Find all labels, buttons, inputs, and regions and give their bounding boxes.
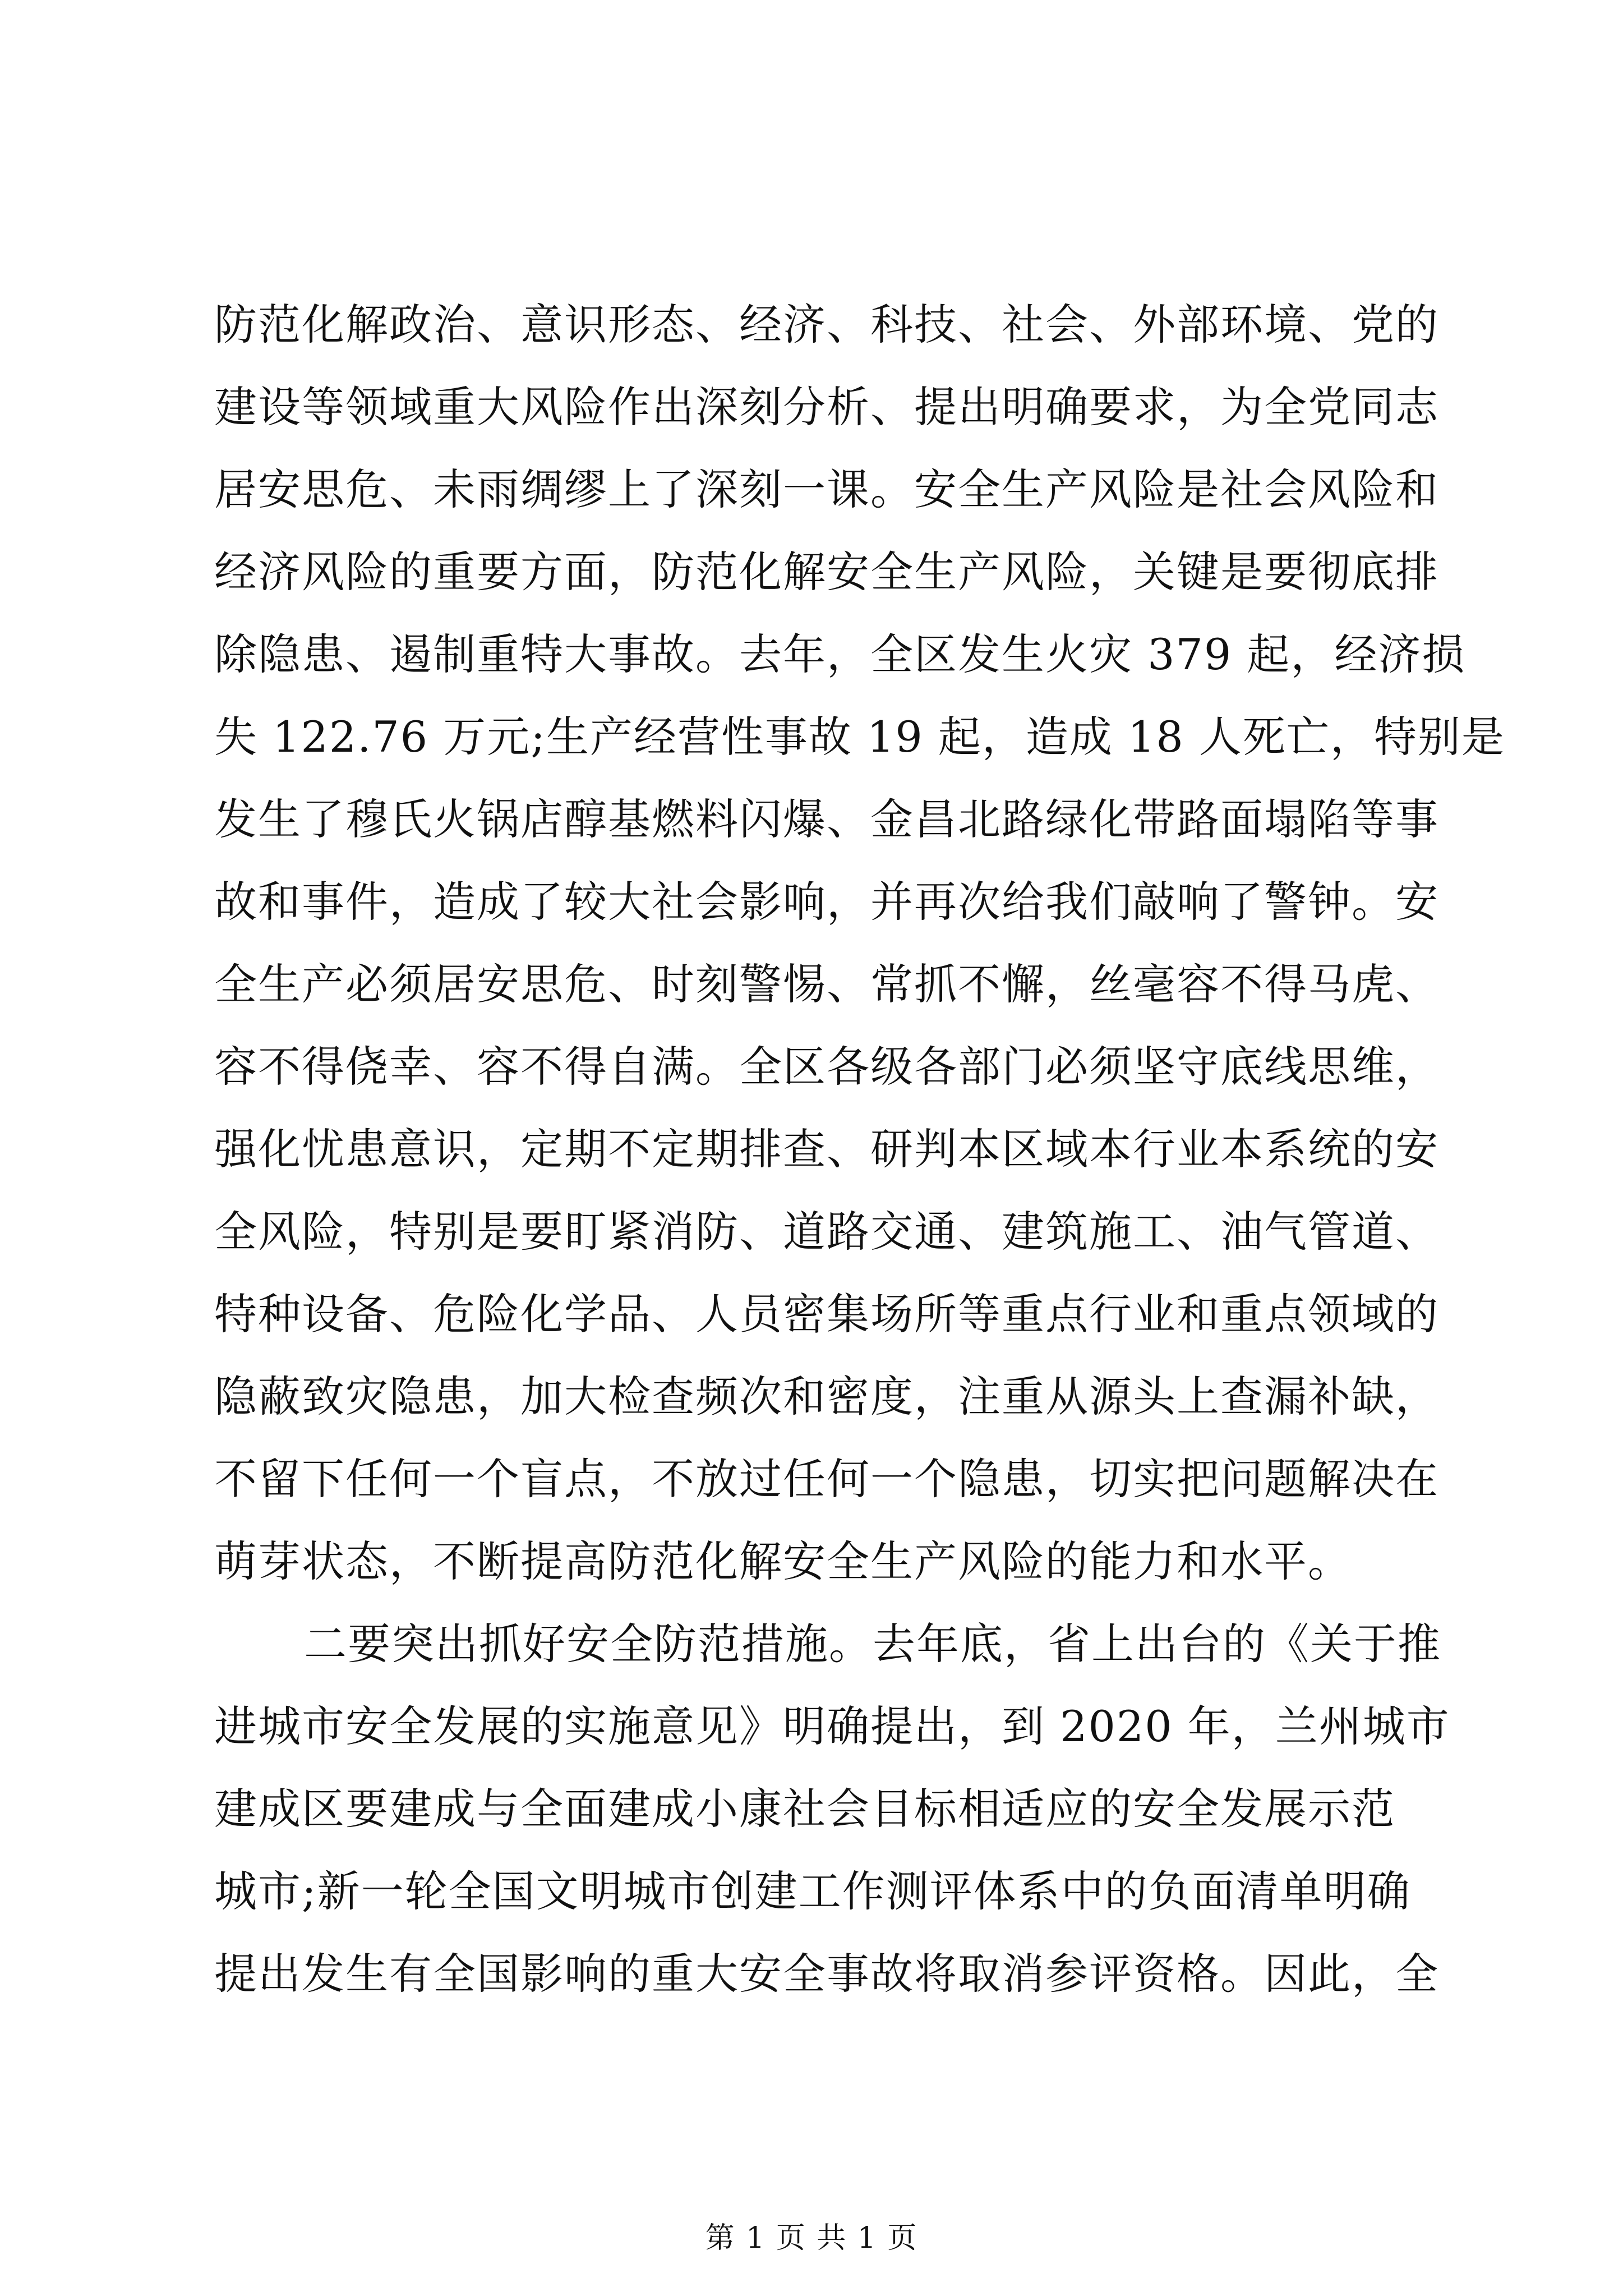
text-line: 容不得侥幸、容不得自满。全区各级各部门必须坚守底线思维，	[214, 1042, 1439, 1092]
body-text	[214, 283, 1505, 2015]
text-line: 提出发生有全国影响的重大安全事故将取消参评资格。因此，全	[214, 1949, 1439, 1999]
text-line: 不留下任何一个盲点，不放过任何一个隐患，切实把问题解决在	[214, 1454, 1439, 1504]
text-line: 城市;新一轮全国文明城市创建工作测评体系中的负面清单明确	[214, 1866, 1411, 1916]
text-line: 经济风险的重要方面，防范化解安全生产风险，关键是要彻底排	[214, 547, 1439, 597]
text-line: 全风险，特别是要盯紧消防、道路交通、建筑施工、油气管道、	[214, 1207, 1439, 1257]
text-line: 全生产必须居安思危、时刻警惕、常抓不懈，丝毫容不得马虎、	[214, 959, 1439, 1009]
text-line: 失 122.76 万元;生产经营性事故 19 起，造成 18 人死亡，特别是	[214, 712, 1505, 762]
text-line: 强化忧患意识，定期不定期排查、研判本区域本行业本系统的安	[214, 1124, 1439, 1174]
text-line: 隐蔽致灾隐患，加大检查频次和密度，注重从源头上查漏补缺，	[214, 1372, 1439, 1421]
text-line: 发生了穆氏火锅店醇基燃料闪爆、金昌北路绿化带路面塌陷等事	[214, 794, 1439, 844]
page-number-label: 第 1 页 共 1 页	[705, 2221, 918, 2255]
text-line: 特种设备、危险化学品、人员密集场所等重点行业和重点领域的	[214, 1289, 1439, 1339]
text-line: 防范化解政治、意识形态、经济、科技、社会、外部环境、党的	[214, 300, 1439, 349]
text-line: 故和事件，造成了较大社会影响，并再次给我们敲响了警钟。安	[214, 877, 1439, 927]
text-line: 进城市安全发展的实施意见》明确提出，到 2020 年，兰州城市	[214, 1701, 1450, 1751]
text-line: 除隐患、遏制重特大事故。去年，全区发生火灾 379 起，经济损	[214, 629, 1466, 679]
text-line: 建成区要建成与全面建成小康社会目标相适应的安全发展示范	[214, 1784, 1395, 1834]
text-line: 居安思危、未雨绸缪上了深刻一课。安全生产风险是社会风险和	[214, 464, 1439, 514]
text-line: 萌芽状态，不断提高防范化解安全生产风险的能力和水平。	[214, 1536, 1352, 1586]
page-footer	[0, 2221, 1623, 2255]
text-line: 建设等领域重大风险作出深刻分析、提出明确要求，为全党同志	[214, 382, 1439, 432]
paragraph-first-line: 二要突出抓好安全防范措施。去年底，省上出台的《关于推	[304, 1619, 1441, 1669]
